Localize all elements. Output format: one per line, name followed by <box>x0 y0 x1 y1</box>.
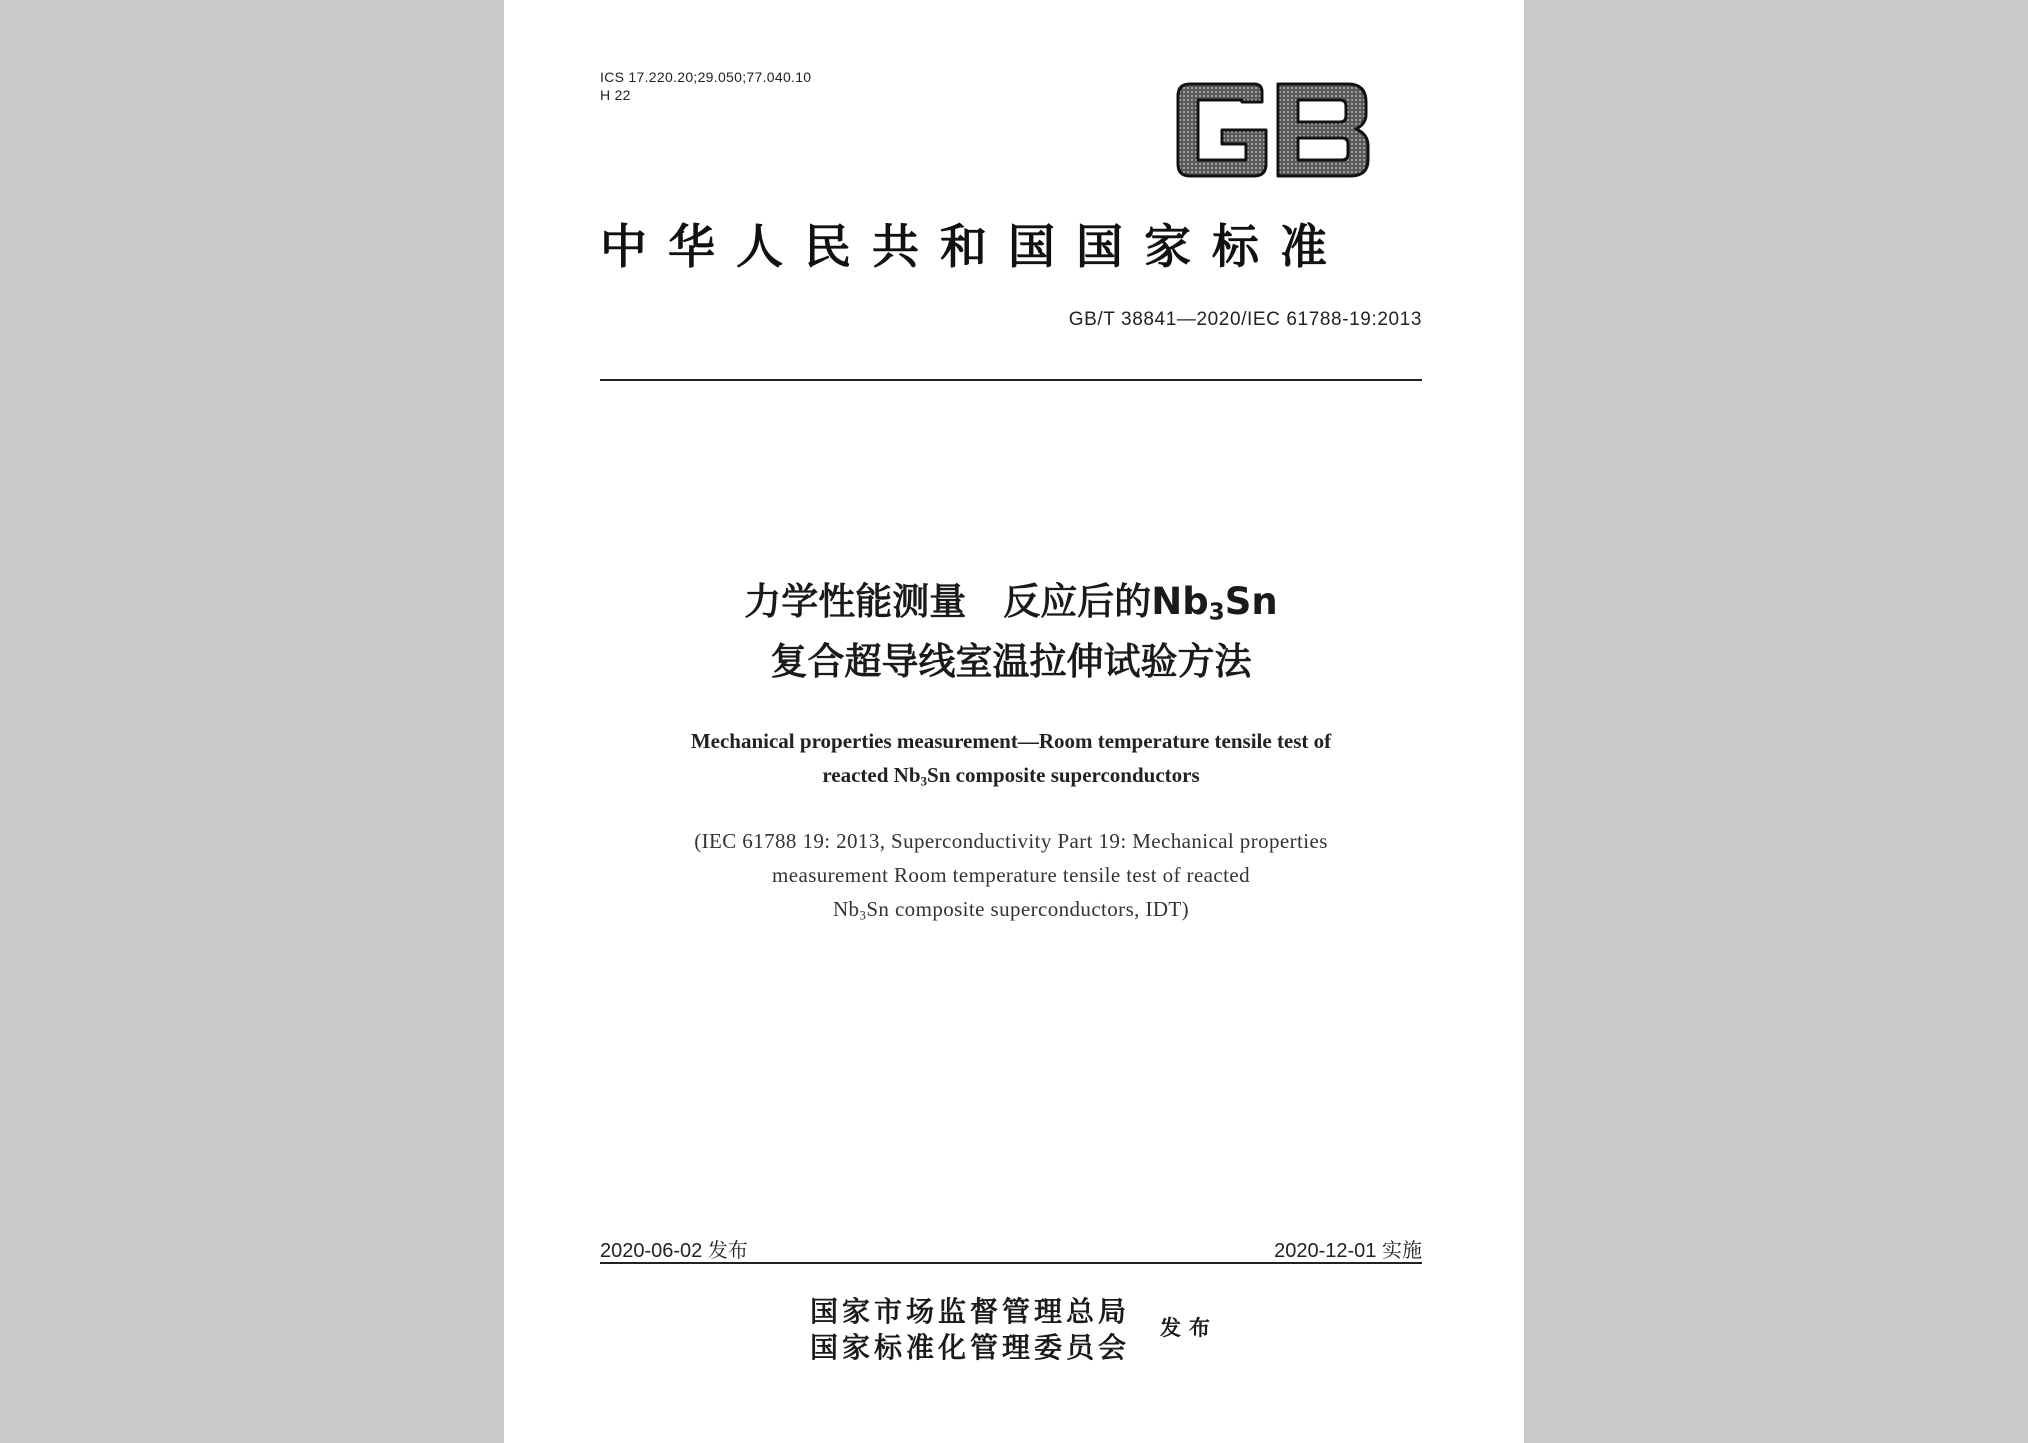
english-title-line-1: Mechanical properties measurement—Room temperature tensile test of <box>690 729 1332 753</box>
document-page <box>504 0 1524 1443</box>
implementation-date: 2020-12-01 实施 <box>1274 1240 1422 1262</box>
iec-reference-line-2: measurement Room temperature tensile test of reacted <box>772 863 1250 887</box>
standard-number: GB/T 38841—2020/IEC 61788-19:2013 <box>1068 309 1422 330</box>
issuing-authorities <box>810 1294 1130 1366</box>
iec-reference <box>600 824 1422 926</box>
issue-label: 发布 <box>1160 1316 1218 1340</box>
chinese-title <box>600 572 1422 692</box>
issuer-sac: 国家标准化管理委员会 <box>810 1331 1131 1364</box>
top-divider <box>600 379 1422 381</box>
english-title <box>600 724 1422 792</box>
classification-codes <box>600 68 811 104</box>
gb-logo-svg <box>1170 78 1374 182</box>
chinese-title-line-1: 力学性能测量 反应后的$Nb_3Sn$ <box>744 580 1278 626</box>
english-title-line-2: reacted $Nb_3Sn$ composite superconductors <box>822 763 1200 789</box>
iec-reference-line-3: $Nb_3Sn$ composite superconductors, IDT) <box>832 897 1190 923</box>
gb-logo-icon <box>1170 78 1374 182</box>
publish-date: 2020-06-02 发布 <box>600 1240 748 1262</box>
national-standard-title: 中华人民共和国国家标准 <box>600 220 1348 275</box>
bottom-divider <box>600 1262 1422 1264</box>
iec-reference-line-1: (IEC 61788 19: 2013, Superconductivity Part 19: Mechanical properties <box>694 829 1328 853</box>
ics-code: ICS 17.220.20;29.050;77.040.10 <box>600 69 812 85</box>
issuer-samr: 国家市场监督管理总局 <box>810 1295 1131 1328</box>
chinese-title-line-2: 复合超导线室温拉伸试验方法 <box>770 640 1252 683</box>
ccs-code: H 22 <box>600 87 631 103</box>
